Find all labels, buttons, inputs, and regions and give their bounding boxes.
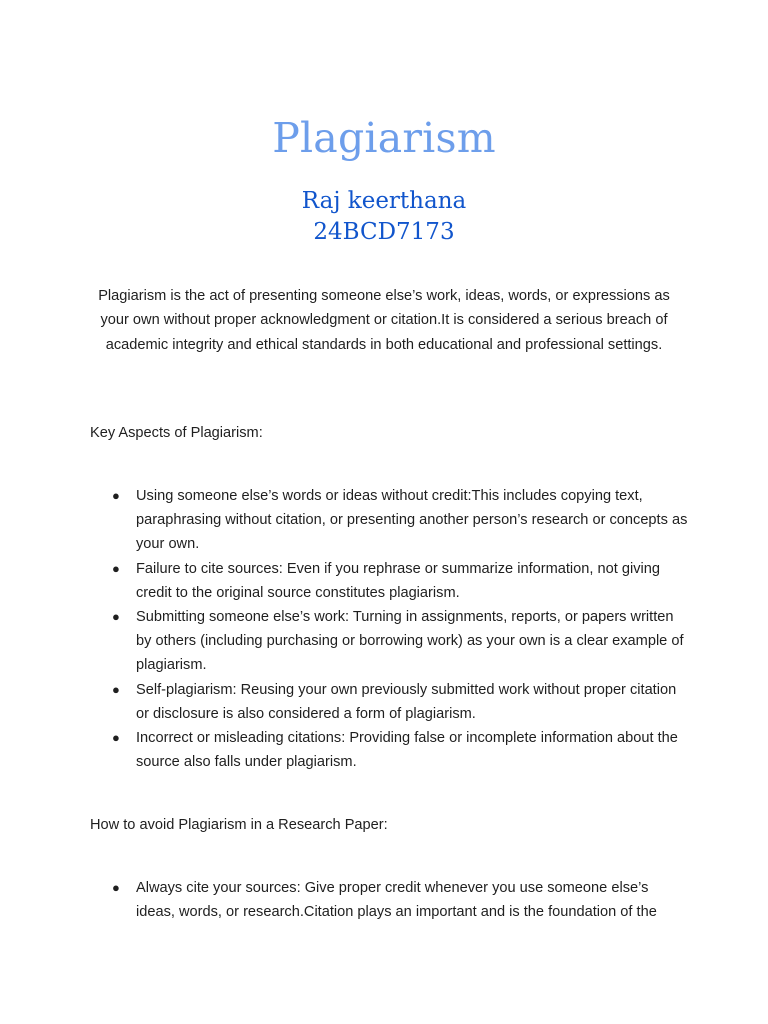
bullet-icon: ● <box>112 560 120 576</box>
list-item-text: Incorrect or misleading citations: Providing false or incomplete information about the source also falls under plagiarism. <box>136 730 678 771</box>
bullet-icon: ● <box>112 681 120 697</box>
list-item <box>90 678 690 726</box>
list-item <box>90 876 690 924</box>
document-title: Plagiarism <box>272 114 496 162</box>
list-item <box>90 605 690 678</box>
list-item-text: Always cite your sources: Give proper credit whenever you use someone else’s ideas, words, or research.Citation plays an important and is the foundation of the <box>136 880 657 921</box>
list-item <box>90 726 690 774</box>
intro-paragraph: Plagiarism is the act of presenting someone else’s work, ideas, words, or expressions as your own without proper acknowledgment or citation.It is considered a serious breach of academic integrity and ethical standards in both educational and professional settings. <box>98 288 670 353</box>
list-item-text: Self-plagiarism: Reusing your own previously submitted work without proper citation or disclosure is also considered a form of plagiarism. <box>136 681 677 722</box>
list-item-text: Failure to cite sources: Even if you rephrase or summarize information, not giving credit to the original source constitutes plagiarism. <box>136 560 660 601</box>
author-id: 24BCD7173 <box>313 219 455 245</box>
bullet-icon: ● <box>112 488 120 503</box>
list-item-text: Using someone else’s words or ideas without credit:This includes copying text, paraphrasing without citation, or presenting another person’s research or concepts as your own. <box>136 488 688 553</box>
avoid-plagiarism-list <box>90 876 690 924</box>
section-heading-key-aspects: Key Aspects of Plagiarism: <box>90 425 263 441</box>
author-block <box>0 186 768 248</box>
section-heading-avoid-plagiarism: How to avoid Plagiarism in a Research Paper: <box>90 817 388 833</box>
list-item <box>90 557 690 605</box>
author-name: Raj keerthana <box>301 188 467 214</box>
key-aspects-list <box>90 484 690 774</box>
bullet-icon: ● <box>112 730 120 746</box>
bullet-icon: ● <box>112 609 120 625</box>
list-item <box>90 484 690 557</box>
bullet-icon: ● <box>112 880 120 895</box>
list-item-text: Submitting someone else’s work: Turning in assignments, reports, or papers written by others (including purchasing or borrowing work) as your own is a clear example of plagiarism. <box>136 609 684 674</box>
